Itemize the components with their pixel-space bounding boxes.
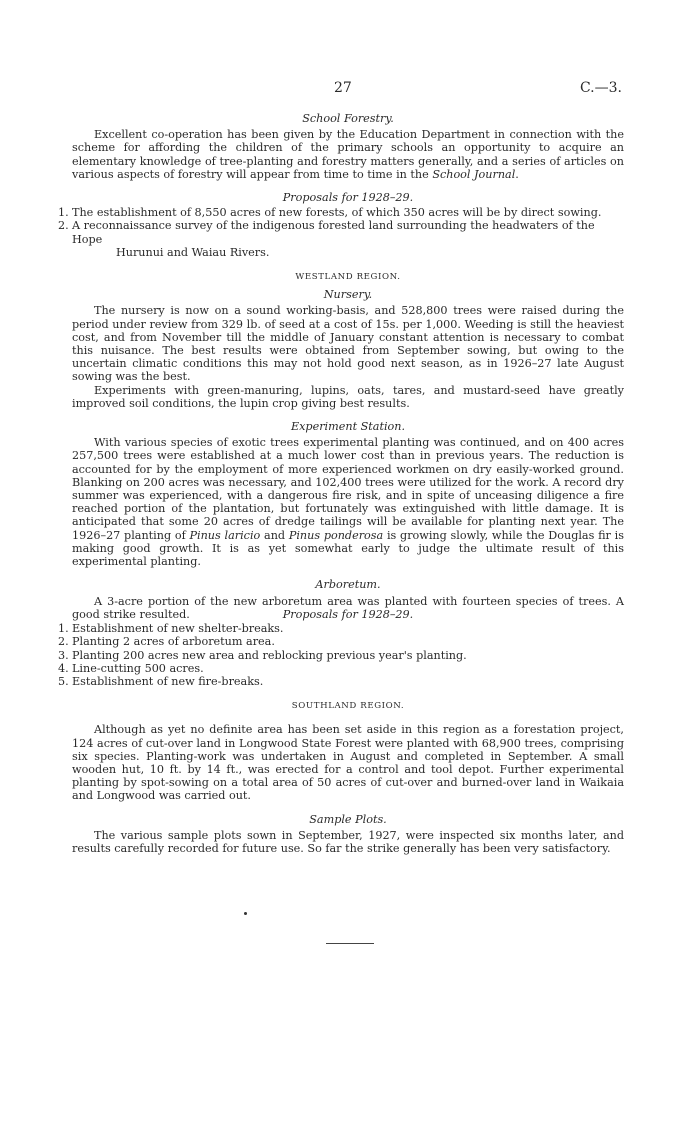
section-heading: Proposals for 1928–29. [282, 607, 414, 621]
list-item: 5. Establishment of new fire-breaks. [58, 674, 264, 688]
list-item: 1. The establishment of 8,550 acres of new forests, of which 350 acres will be by direct sowing. [58, 206, 602, 220]
list-item: 3. Planting 200 acres new area and reblocking previous year's planting. [58, 648, 467, 662]
school-forestry-section [72, 112, 624, 181]
proposals-list [58, 622, 624, 688]
paragraph: Excellent co-operation has been given by the Education Department in connection with the scheme for affording the children of the primary schools an opportunity to acquire an elementary knowledge of tree-planting and forestry matters generally, and a series of articles on various aspects of forestry will appear from time to time in the School Journal. [72, 128, 624, 181]
end-rule [326, 943, 374, 944]
section-heading: Proposals for 1928–29. [282, 191, 414, 205]
section-heading: Nursery. [323, 288, 373, 302]
paragraph: The various sample plots sown in September, 1927, were inspected six months later, and results carefully recorded for future use. So far the strike generally has been very satisfactory. [72, 828, 624, 855]
species-name: Pinus ponderosa [288, 528, 384, 542]
page-header [0, 80, 700, 100]
species-name: Pinus laricio [189, 528, 261, 542]
westland-region-section [58, 271, 624, 688]
journal-title: School Journal [432, 167, 516, 181]
list-item: 2. A reconnaissance survey of the indigenous forested land surrounding the headwaters of the Hope Hurunui and Waiau Rivers. [58, 219, 595, 259]
paragraph: The nursery is now on a sound working-basis, and 528,800 trees were raised during the period under review from 329 lb. of seed at a cost of 15s. per 1,000. Weeding is still the heaviest cost, and from November till the middle of January constant attention is necessary to combat this nuisance. The best results were obtained from September sowing, but owing to the uncertain climatic conditions this may not hold good next season, as in 1926–27 late August sowing was the best. [72, 304, 624, 384]
section-heading: Sample Plots. [309, 812, 387, 826]
proposals-list [58, 206, 624, 259]
document-reference: C.—3. [579, 80, 622, 96]
section-heading: Arboretum. [315, 578, 381, 592]
section-heading: School Forestry. [302, 112, 394, 125]
page-number: 27 [334, 80, 352, 96]
list-item: 2. Planting 2 acres of arboretum area. [58, 635, 275, 649]
paragraph: Experiments with green-manuring, lupins, oats, tares, and mustard-seed have greatly improved soil conditions, the lupin crop giving best results. [72, 383, 624, 410]
section-heading: Experiment Station. [290, 420, 406, 434]
ink-dot [244, 912, 247, 915]
southland-region-section [72, 700, 624, 855]
list-item: 1. Establishment of new shelter-breaks. [58, 622, 284, 636]
region-heading: WESTLAND REGION. [295, 272, 401, 283]
paragraph: Although as yet no definite area has been set aside in this region as a forestation project, 124 acres of cut-over land in Longwood State Forest were planted with 68,900 trees, comprising six species. Planting-work was undertaken in August and completed in September. A small wooden hut, 10 ft. by 14 ft., was erected for a control and tool depot. Further experimental planting by spot-sowing on a total area of 50 acres of cut-over and burned-over land in Waikaia and Longwood was carried out. [72, 723, 624, 803]
region-heading: SOUTHLAND REGION. [291, 701, 405, 712]
page-body [58, 112, 624, 855]
proposals-section [58, 191, 624, 259]
list-item: 4. Line-cutting 500 acres. [58, 661, 204, 675]
paragraph: A 3-acre portion of the new arboretum area was planted with fourteen species of trees. A good strike resulted. [72, 594, 624, 621]
paragraph: With various species of exotic trees experimental planting was continued, and on 400 acres 257,500 trees were established at a much lower cost than in previous years. The reduction is accounted for by the employment of more experienced workmen on dry easily-worked ground. Blanking on 200 acres was necessary, and 102,400 trees were utilized for the work. A record dry summer was experienced, with a dangerous fire risk, and in spite of unceasing diligence a fire reached portion of the plantation, but fortunately was extinguished with little damage. It is anticipated that some 20 acres of dredge tailings will be available for planting next year. The 1926–27 planting of Pinus laricio and Pinus ponderosa is growing slowly, while the Douglas fir is making good growth. It is as yet somewhat early to judge the ultimate result of this experimental planting. [72, 436, 624, 569]
